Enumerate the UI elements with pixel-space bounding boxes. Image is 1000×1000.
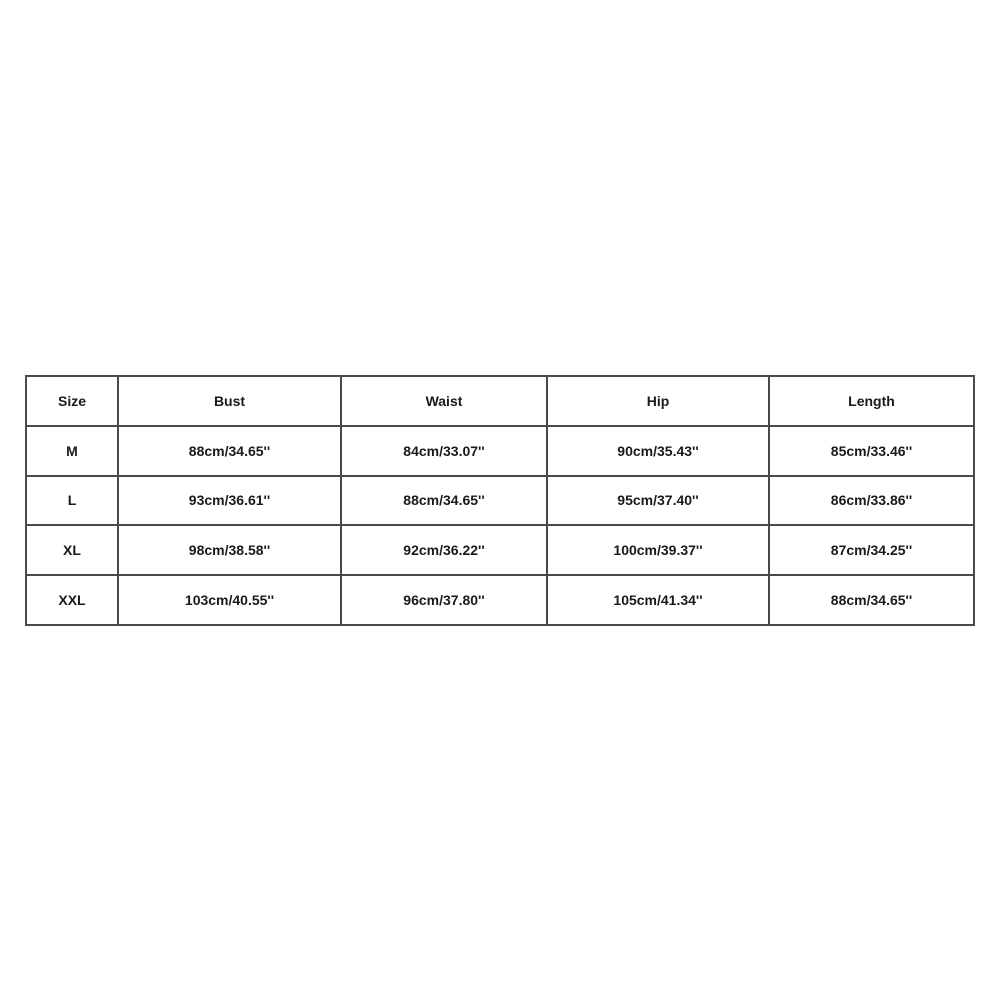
header-bust: Bust <box>118 376 341 426</box>
cell-length: 87cm/34.25'' <box>769 525 974 575</box>
table-row <box>26 426 974 476</box>
header-waist: Waist <box>341 376 547 426</box>
table-row <box>26 575 974 625</box>
cell-size: M <box>26 426 118 476</box>
header-hip: Hip <box>547 376 769 426</box>
cell-size: XL <box>26 525 118 575</box>
cell-hip: 95cm/37.40'' <box>547 476 769 526</box>
table-row <box>26 525 974 575</box>
cell-bust: 88cm/34.65'' <box>118 426 341 476</box>
header-size: Size <box>26 376 118 426</box>
cell-hip: 90cm/35.43'' <box>547 426 769 476</box>
table-header-row <box>26 376 974 426</box>
cell-length: 85cm/33.46'' <box>769 426 974 476</box>
cell-hip: 100cm/39.37'' <box>547 525 769 575</box>
cell-waist: 88cm/34.65'' <box>341 476 547 526</box>
cell-waist: 92cm/36.22'' <box>341 525 547 575</box>
cell-bust: 98cm/38.58'' <box>118 525 341 575</box>
cell-hip: 105cm/41.34'' <box>547 575 769 625</box>
cell-waist: 96cm/37.80'' <box>341 575 547 625</box>
size-chart-table <box>25 375 975 626</box>
cell-length: 86cm/33.86'' <box>769 476 974 526</box>
cell-bust: 103cm/40.55'' <box>118 575 341 625</box>
cell-size: L <box>26 476 118 526</box>
table-row <box>26 476 974 526</box>
cell-size: XXL <box>26 575 118 625</box>
header-length: Length <box>769 376 974 426</box>
cell-length: 88cm/34.65'' <box>769 575 974 625</box>
cell-bust: 93cm/36.61'' <box>118 476 341 526</box>
cell-waist: 84cm/33.07'' <box>341 426 547 476</box>
